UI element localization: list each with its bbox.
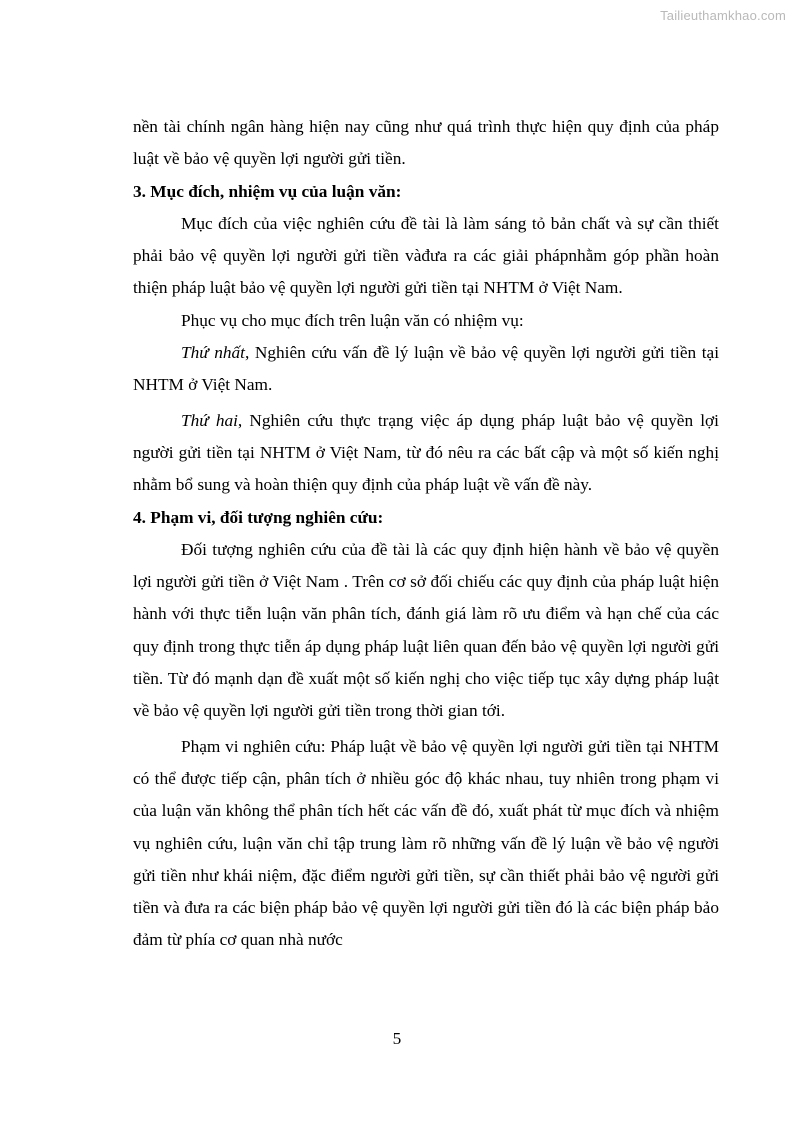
section-heading-4: 4. Phạm vi, đối tượng nghiên cứu: xyxy=(133,507,384,527)
paragraph-research-scope: Phạm vi nghiên cứu: Pháp luật về bảo vệ quyền lợi người gửi tiền tại NHTM có thể được tiếp cận, phân tích ở nhiều góc độ khác nhau, tuy nhiên trong phạm vi của luận văn không thể phân tích hết các vấn đề đó, xuất phát từ mục đích và nhiệm vụ nghiên cứu, luận văn chỉ tập trung làm rõ những vấn đề lý luận về bảo vệ người gửi tiền như khái niệm, đặc điểm người gửi tiền, sự cần thiết phải bảo vệ người gửi tiền và đưa ra các biện pháp bảo vệ quyền lợi người gửi tiền đó là các biện pháp bảo đảm từ phía cơ quan nhà nước xyxy=(133,736,719,950)
section-heading-3: 3. Mục đích, nhiệm vụ của luận văn: xyxy=(133,181,402,201)
task-second-text: , Nghiên cứu thực trạng việc áp dụng pháp luật bảo vệ quyền lợi người gửi tiền tại NHTM ở Việt Nam, từ đó nêu ra các bất cập và một số kiến nghị nhằm bổ sung và hoàn thiện quy định của pháp luật về vấn đề này. xyxy=(133,410,719,495)
task-second-lead: Thứ hai xyxy=(181,410,238,430)
document-body xyxy=(133,111,719,957)
paragraph-intro-continued: nền tài chính ngân hàng hiện nay cũng như quá trình thực hiện quy định của pháp luật về bảo vệ quyền lợi người gửi tiền. xyxy=(133,117,719,169)
paragraph-purpose: Mục đích của việc nghiên cứu đề tài là làm sáng tỏ bản chất và sự cần thiết phải bảo vệ quyền lợi người gửi tiền vàđưa ra các giải phápnhằm góp phần hoàn thiện pháp luật bảo vệ quyền lợi người gửi tiền tại NHTM ở Việt Nam. xyxy=(133,213,719,298)
paragraph-task-first xyxy=(133,337,719,402)
paragraph-tasks-intro: Phục vụ cho mục đích trên luận văn có nhiệm vụ: xyxy=(181,310,524,330)
paragraph-task-second xyxy=(133,405,719,502)
watermark: Tailieuthamkhao.com xyxy=(660,8,786,23)
paragraph-research-object: Đối tượng nghiên cứu của đề tài là các quy định hiện hành về bảo vệ quyền lợi người gửi tiền ở Việt Nam . Trên cơ sở đối chiếu các quy định của pháp luật hiện hành với thực tiễn luận văn phân tích, đánh giá làm rõ ưu điểm và hạn chế của các quy định trong thực tiễn áp dụng pháp luật liên quan đến bảo vệ quyền lợi người gửi tiền. Từ đó mạnh dạn đề xuất một số kiến nghị cho việc tiếp tục xây dựng pháp luật về bảo vệ quyền lợi người gửi tiền trong thời gian tới. xyxy=(133,539,719,721)
task-first-lead: Thứ nhất xyxy=(181,343,245,363)
task-first-text: , Nghiên cứu vấn đề lý luận về bảo vệ quyền lợi người gửi tiền tại NHTM ở Việt Nam. xyxy=(133,343,719,395)
page-number: 5 xyxy=(392,1029,402,1048)
